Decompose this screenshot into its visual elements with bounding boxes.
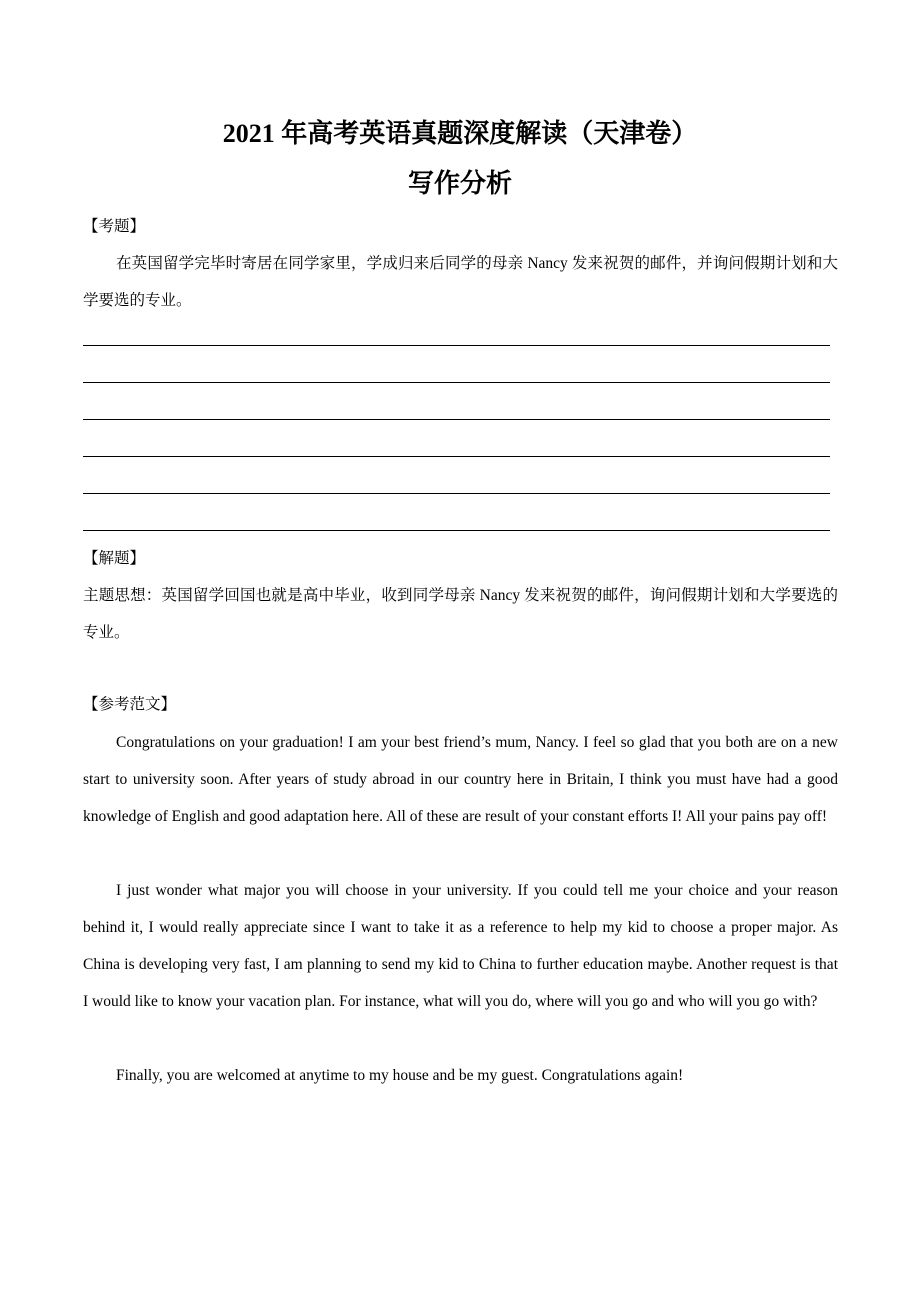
answer-line	[83, 493, 830, 494]
sample-paragraph-1: Congratulations on your graduation! I am your best friend’s mum, Nancy. I feel so glad that you both are on a new start to university soon. After years of study abroad in our country here in Britain, I think you must have had a good knowledge of English and good adaptation here. All of these are result of your constant efforts I! All your pains pay off!	[83, 734, 838, 825]
answer-line	[83, 419, 830, 420]
answer-line	[83, 456, 830, 457]
answer-line	[83, 345, 830, 346]
document-title: 2021 年高考英语真题深度解读（天津卷）	[222, 119, 698, 148]
sample-paragraph-3: Finally, you are welcomed at anytime to my house and be my guest. Congratulations again!	[116, 1067, 684, 1084]
question-text: 在英国留学完毕时寄居在同学家里，学成归来后同学的母亲 Nancy 发来祝贺的邮件，并询问假期计划和大学要选的专业。	[83, 255, 838, 309]
sample-paragraph-2: I just wonder what major you will choose in your university. If you could tell me your choice and your reason behind it, I would really appreciate since I want to take it as a reference to help my kid to choose a proper major. As China is developing very fast, I am planning to send my kid to China to further education maybe. Another request is that I would like to know your vacation plan. For instance, what will you do, where will you go and who will you go with?	[83, 882, 838, 1010]
question-heading: 【考题】	[83, 218, 146, 235]
analysis-heading: 【解题】	[83, 550, 146, 567]
analysis-text: 主题思想：英国留学回国也就是高中毕业，收到同学母亲 Nancy 发来祝贺的邮件，询问假期计划和大学要选的专业。	[83, 587, 838, 641]
answer-line	[83, 530, 830, 531]
sample-heading: 【参考范文】	[83, 696, 177, 713]
answer-line	[83, 382, 830, 383]
document-subtitle: 写作分析	[407, 169, 512, 198]
